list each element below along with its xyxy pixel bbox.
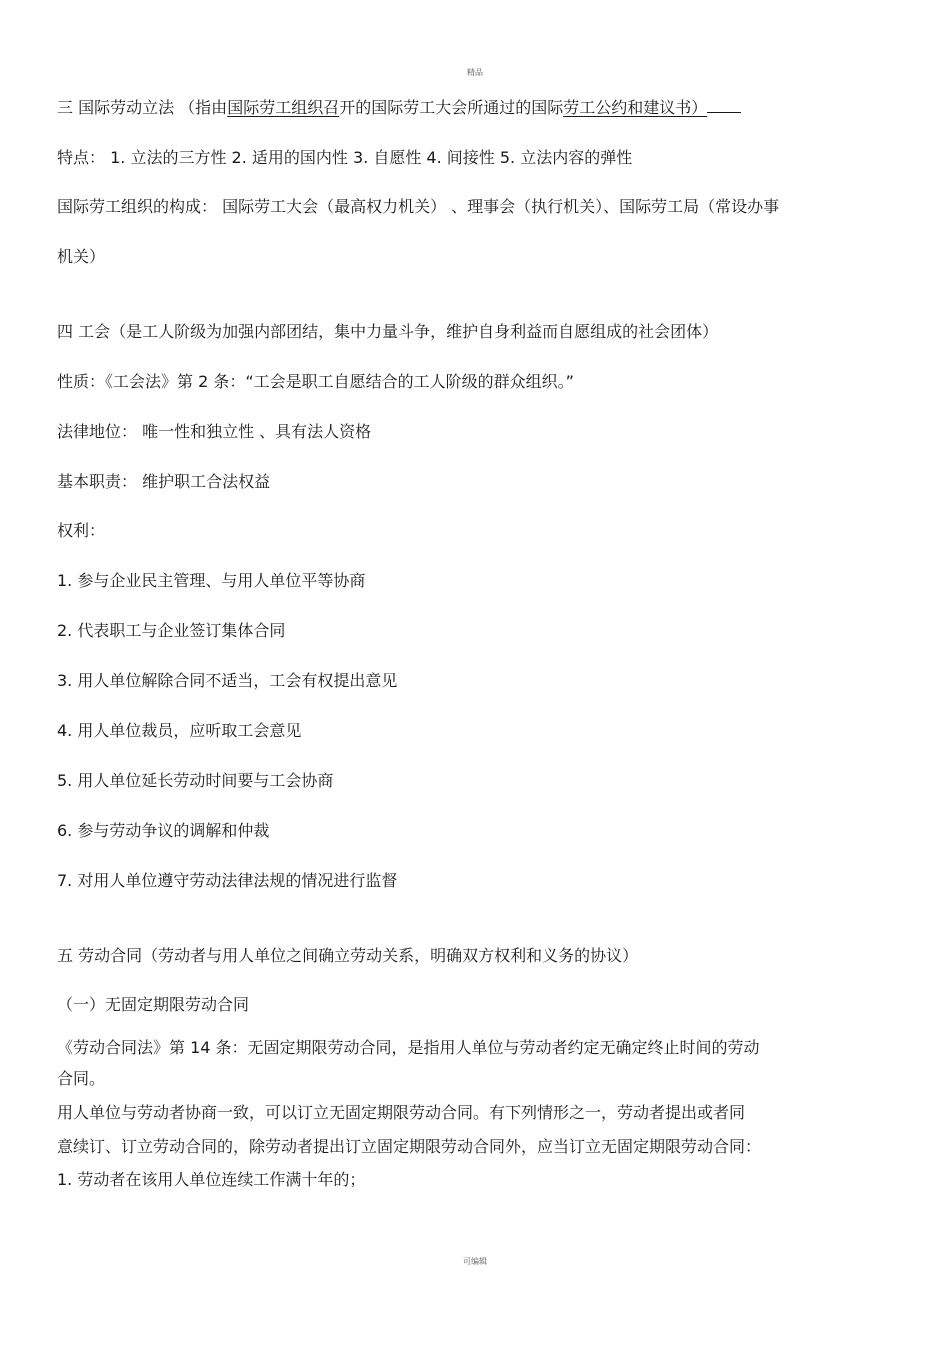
section-3-organization-line-2: 机关）	[57, 247, 106, 266]
section-4-title: 四 工会（是工人阶级为加强内部团结，集中力量斗争，维护自身利益而自愿组成的社会团体）	[57, 322, 719, 341]
section-3-title-underline-2: 劳工公约和建	[563, 98, 660, 117]
section-5-list-item-1: 1. 劳动者在该用人单位连续工作满十年的；	[57, 1170, 366, 1189]
rights-item: 4. 用人单位裁员，应听取工会意见	[57, 721, 302, 740]
section-3-title-part-c: 开的国际劳工大会所通过的国际	[339, 98, 564, 117]
section-5-subheading-1: （一）无固定期限劳动合同	[57, 995, 250, 1014]
section-5-paragraph-1-line-2: 合同。	[57, 1069, 106, 1088]
rights-item: 3. 用人单位解除合同不适当，工会有权提出意见	[57, 671, 398, 690]
section-5-paragraph-1-line-1: 《劳动合同法》第 14 条：无固定期限劳动合同，是指用人单位与劳动者约定无确定终止时间的劳动	[57, 1038, 760, 1057]
rights-item: 2. 代表职工与企业签订集体合同	[57, 621, 286, 640]
rights-item: 7. 对用人单位遵守劳动法律法规的情况进行监督	[57, 871, 398, 890]
section-4-nature: 性质：《工会法》第 2 条：“工会是职工自愿结合的工人阶级的群众组织。”	[57, 372, 574, 391]
section-5-paragraph-2-line-2: 意续订、订立劳动合同的，除劳动者提出订立固定期限劳动合同外，应当订立无固定期限劳动合同：	[57, 1137, 762, 1156]
section-3-title-part-a: 三 国际劳动立法 （指由	[57, 98, 228, 117]
section-3-features: 特点： 1. 立法的三方性 2. 适用的国内性 3. 自愿性 4. 间接性 5. 立法内容的弹性	[57, 148, 633, 167]
section-3-organization-line-1: 国际劳工组织的构成： 国际劳工大会（最高权力机关） 、理事会（执行机关）、国际劳工局（常设办事	[57, 197, 780, 216]
section-3-title-underline-3: 议书）	[659, 98, 708, 117]
section-3-title-underline-1: 国际劳工组织召	[227, 98, 340, 117]
rights-item: 5. 用人单位延长劳动时间要与工会协商	[57, 771, 334, 790]
rights-item: 1. 参与企业民主管理、与用人单位平等协商	[57, 571, 366, 590]
rights-item: 6. 参与劳动争议的调解和仲裁	[57, 821, 270, 840]
section-5-paragraph-2-line-1: 用人单位与劳动者协商一致，可以订立无固定期限劳动合同。有下列情形之一，劳动者提出或者同	[57, 1103, 746, 1122]
section-3-title	[57, 98, 741, 118]
page-header: 精品	[467, 68, 483, 77]
page-footer: 可编辑	[463, 1257, 487, 1266]
underline-tail	[707, 98, 741, 113]
section-4-legal-status: 法律地位： 唯一性和独立性 、具有法人资格	[57, 422, 372, 441]
section-4-rights-label: 权利：	[57, 521, 106, 540]
section-5-title: 五 劳动合同（劳动者与用人单位之间确立劳动关系，明确双方权利和义务的协议）	[57, 946, 639, 965]
section-4-basic-duty: 基本职责： 维护职工合法权益	[57, 472, 271, 491]
